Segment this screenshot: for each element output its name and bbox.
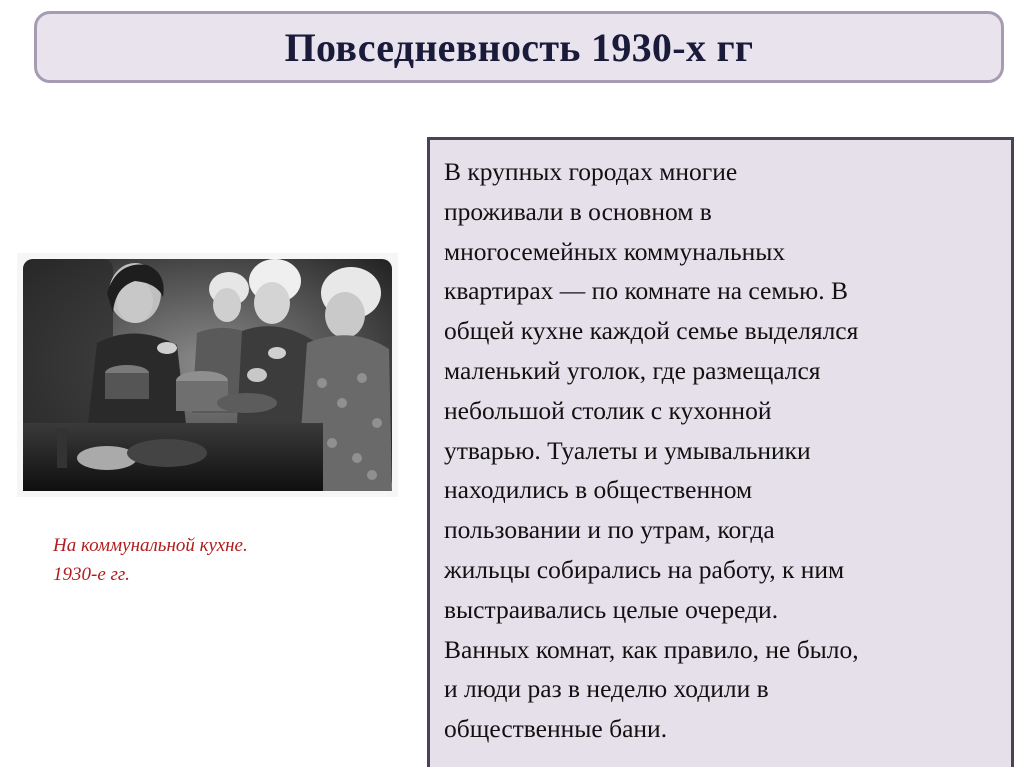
body-paragraph <box>444 152 1014 749</box>
photo-image <box>17 253 398 497</box>
kitchen-photo <box>17 253 398 497</box>
body-line: жильцы собирались на работу, к ним <box>444 554 845 584</box>
page-title: Повседневность 1930-х гг <box>284 24 754 70</box>
body-line: маленький уголок, где размещался <box>444 355 821 385</box>
title-bar <box>34 11 1004 83</box>
body-line: Ванных комнат, как правило, не было, <box>444 634 859 664</box>
body-line: утварью. Туалеты и умывальники <box>444 435 811 465</box>
body-line: общей кухне каждой семье выделялся <box>444 316 859 346</box>
caption-line: На коммунальной кухне. <box>53 535 248 556</box>
body-line: находились в общественном <box>444 475 753 505</box>
photo-caption <box>53 531 373 589</box>
body-line: и люди раз в неделю ходили в <box>444 674 769 704</box>
caption-line: 1930-е гг. <box>53 564 130 585</box>
body-line: квартирах — по комнате на семью. В <box>444 276 848 306</box>
body-text-box <box>427 137 1014 767</box>
body-line: общественные бани. <box>444 714 668 744</box>
body-line: выстраивались целые очереди. <box>444 594 779 624</box>
body-line: небольшой столик с кухонной <box>444 395 772 425</box>
body-line: проживали в основном в <box>444 196 712 226</box>
body-line: В крупных городах многие <box>444 157 738 186</box>
body-line: пользовании и по утрам, когда <box>444 515 775 545</box>
body-line: многосемейных коммунальных <box>444 236 786 266</box>
